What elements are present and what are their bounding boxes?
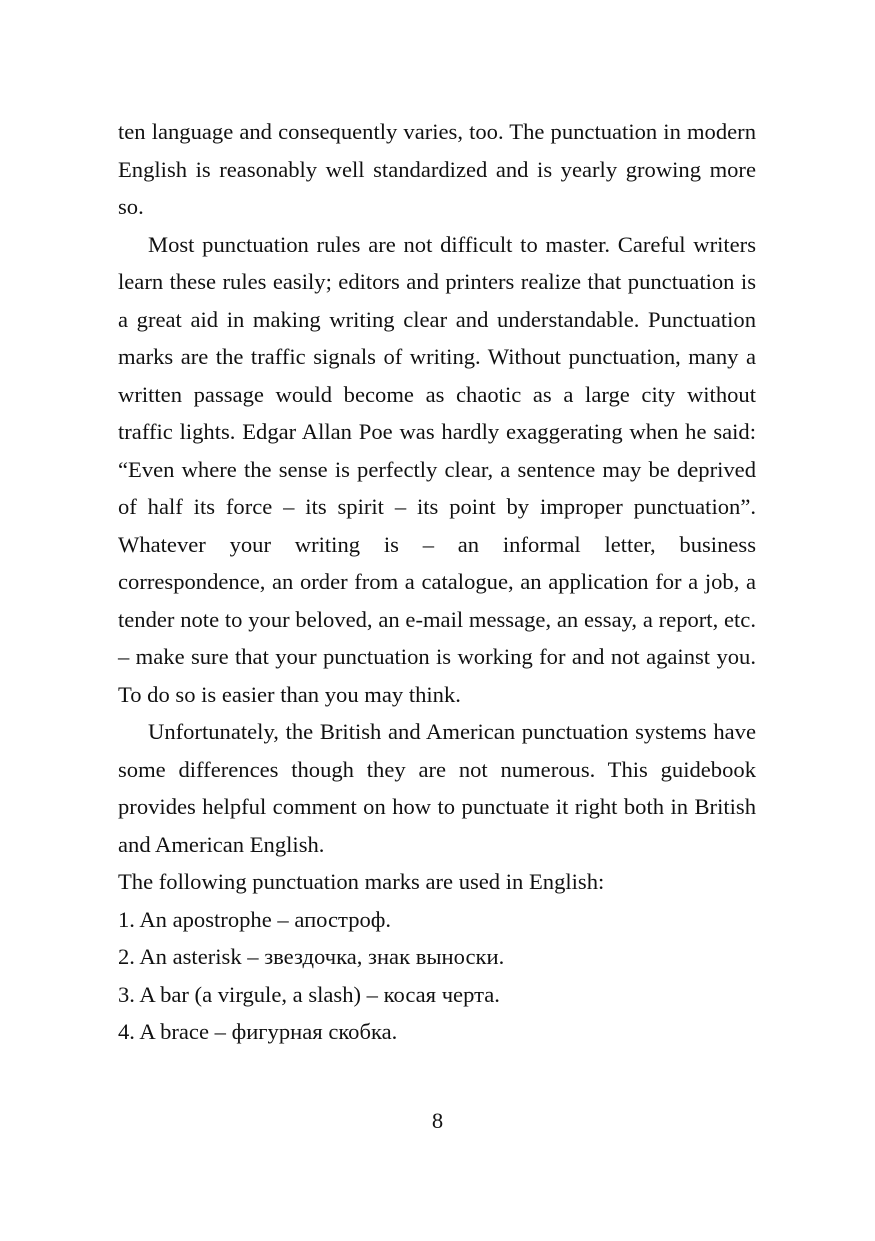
body-text	[118, 113, 756, 1051]
list-item: 1. An apostrophe – апостроф.	[118, 906, 392, 932]
paragraph-punctuation-rules: Most punctuation rules are not difficult to master. Careful writers learn these rules easily; editors and printers realize that punctuation is a great aid in making writing clear and understandable. Punctuation marks are the traffic signals of writing. Without punctuation, many a written passage would become as chaotic as a large city without traffic lights. Edgar Allan Poe was hardly exaggerating when he said: “Even where the sense is perfectly clear, a sentence may be deprived of half its force – its spirit – its point by improper punctuation”. Whatever your writing is – an informal letter, business correspondence, an order from a catalogue, an application for a job, a tender note to your beloved, an e-mail message, an essay, a report, etc. – make sure that your punctuation is working for and not against you. To do so is easier than you may think.	[118, 231, 756, 707]
paragraph-british-american: Unfortunately, the British and American punctuation systems have some differences though they are not numerous. This guidebook provides helpful comment on how to punctuate it right both in British and American English.	[118, 719, 756, 857]
list-item: 3. A bar (a virgule, a slash) – косая черта.	[118, 981, 500, 1007]
list-item: 4. A brace – фигурная скобка.	[118, 1019, 398, 1044]
list-item: 2. An asterisk – звездочка, знак выноски.	[118, 944, 505, 969]
page-number: 8	[431, 1108, 444, 1133]
paragraph-continuation: ten language and consequently varies, too. The punctuation in modern English is reasonably well standardized and is yearly growing more so.	[118, 119, 756, 219]
paragraph-list-intro: The following punctuation marks are used in English:	[118, 869, 605, 894]
